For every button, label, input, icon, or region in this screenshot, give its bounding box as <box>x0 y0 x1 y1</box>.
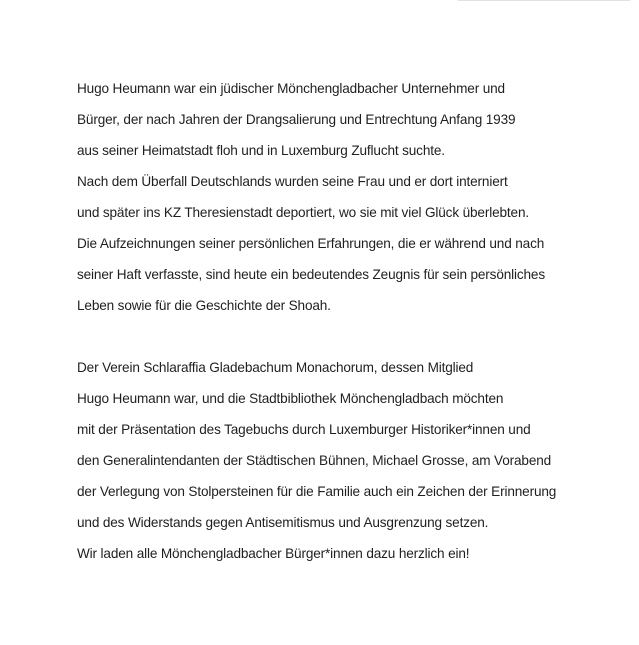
document-body <box>77 73 627 569</box>
text-line: und des Widerstands gegen Antisemitismus und Ausgrenzung setzen. <box>77 515 489 530</box>
top-divider <box>458 0 630 1</box>
text-line: Nach dem Überfall Deutschlands wurden seine Frau und er dort interniert <box>77 174 508 189</box>
text-line: mit der Präsentation des Tagebuchs durch Luxemburger Historiker*innen und <box>77 422 531 437</box>
text-line: Wir laden alle Mönchengladbacher Bürger*innen dazu herzlich ein! <box>77 546 470 561</box>
paragraph-invitation <box>77 352 627 569</box>
text-line: der Verlegung von Stolpersteinen für die Familie auch ein Zeichen der Erinnerung <box>77 484 557 499</box>
text-line: aus seiner Heimatstadt floh und in Luxemburg Zuflucht suchte. <box>77 143 445 158</box>
text-line: und später ins KZ Theresienstadt deportiert, wo sie mit viel Glück überlebten. <box>77 205 529 220</box>
text-line: Bürger, der nach Jahren der Drangsalierung und Entrechtung Anfang 1939 <box>77 112 516 127</box>
text-line: seiner Haft verfasste, sind heute ein bedeutendes Zeugnis für sein persönliches <box>77 267 545 282</box>
text-line: den Generalintendanten der Städtischen Bühnen, Michael Grosse, am Vorabend <box>77 453 552 468</box>
paragraph-biography <box>77 73 627 321</box>
text-line: Die Aufzeichnungen seiner persönlichen Erfahrungen, die er während und nach <box>77 236 545 251</box>
text-line: Leben sowie für die Geschichte der Shoah. <box>77 298 331 313</box>
text-line: Hugo Heumann war ein jüdischer Mönchengladbacher Unternehmer und <box>77 81 505 96</box>
text-line: Der Verein Schlaraffia Gladebachum Monachorum, dessen Mitglied <box>77 360 474 375</box>
text-line: Hugo Heumann war, und die Stadtbibliothek Mönchengladbach möchten <box>77 391 504 406</box>
